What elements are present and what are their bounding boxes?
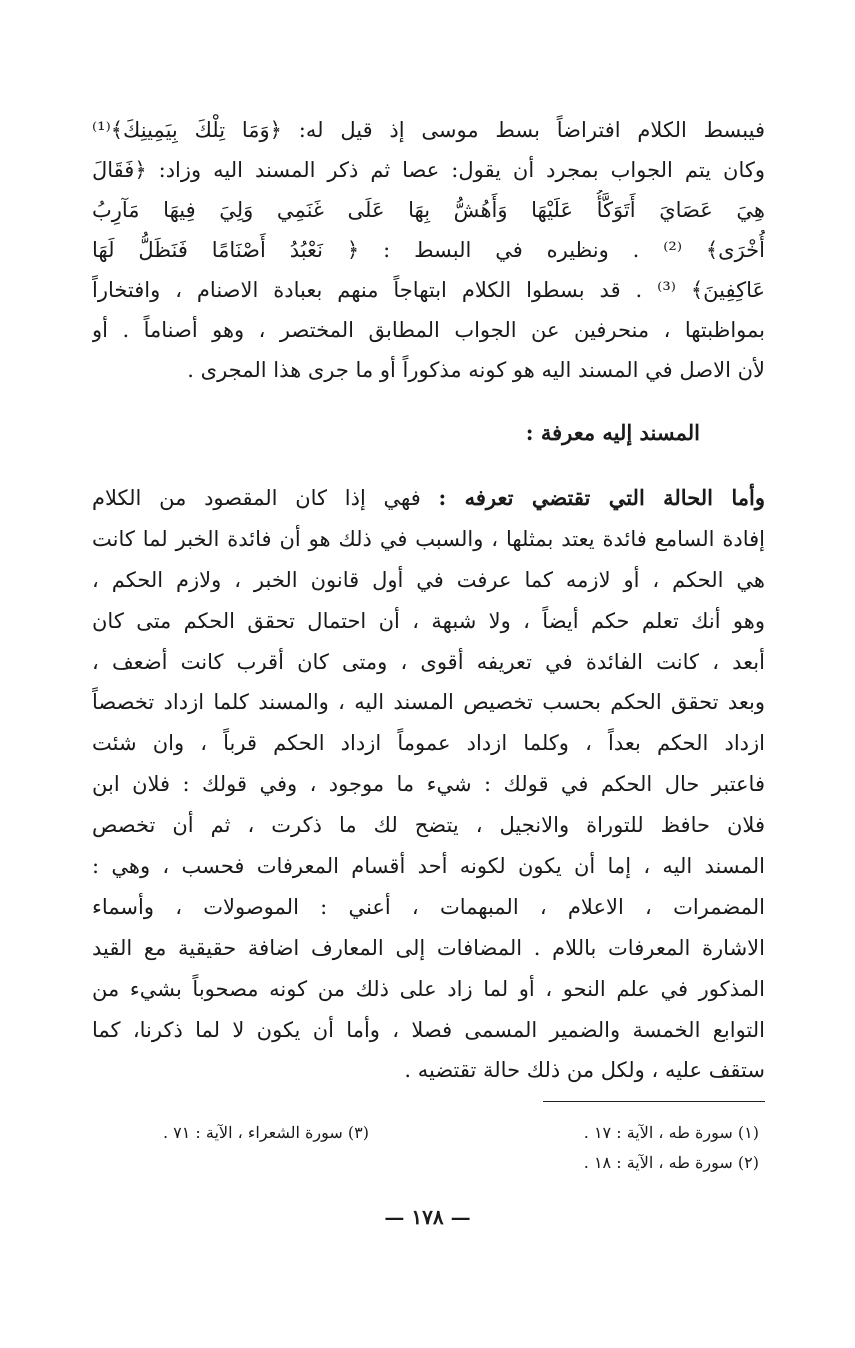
footnote-row xyxy=(90,1148,759,1178)
footnote-1: (١) سورة طه ، الآية : ١٧ . xyxy=(583,1123,759,1142)
text-line: أبعد ، كانت الفائدة في تعريفه أقوى ، ومتى كان أقرب كانت أضعف ، xyxy=(92,649,765,674)
footnote-3: (٣) سورة الشعراء ، الآية : ٧١ . xyxy=(162,1123,369,1142)
text-line-lead xyxy=(92,478,765,519)
text-line: المضمرات ، الاعلام ، المبهمات ، أعني : الموصولات ، وأسماء xyxy=(92,894,765,919)
footnote-row xyxy=(90,1118,759,1148)
text-line: أُخْرَى﴾ ⁽²⁾ . ونظيره في البسط : ﴿ نَعْبُدُ أَصْنَامًا فَنَظَلُّ لَهَا xyxy=(92,238,765,262)
text-line: عَاكِفِينَ﴾ ⁽³⁾ . قد بسطوا الكلام ابتهاجاً منهم بعبادة الاصنام ، وافتخاراً xyxy=(92,278,765,302)
text-line: ستقف عليه ، ولكل من ذلك حالة تقتضيه . xyxy=(404,1058,765,1083)
text-line: ازداد الحكم بعداً ، وكلما ازداد عموماً ازداد الحكم قرباً ، وان شئت xyxy=(92,731,765,756)
paragraph-2 xyxy=(92,478,765,1091)
text-line: المذكور في علم النحو ، أو لما زاد على ذلك من كونه مصحوباً بشيء من xyxy=(92,976,765,1001)
text-line: فاعتبر حال الحكم في قولك : شيء ما موجود ، وفي قولك : فلان ابن xyxy=(92,772,765,797)
page-number: — ١٧٨ — xyxy=(384,1205,471,1229)
footnote-divider xyxy=(543,1101,765,1102)
text-line: هي الحكم ، أو لازمه كما عرفت في أول قانون الخبر ، ولازم الحكم ، xyxy=(92,567,765,592)
paragraph-1 xyxy=(92,110,765,390)
text-line: وهو أنك تعلم حكم أيضاً ، ولا شبهة ، أن احتمال تحقق الحكم متى كان xyxy=(92,608,765,633)
text-line: الاشارة المعرفات باللام . المضافات إلى المعارف اضافة حقيقية مع القيد xyxy=(92,935,765,960)
text-line: وبعد تحقق الحكم بحسب تخصيص المسند اليه ، والمسند كلما ازداد تخصصاً xyxy=(92,690,765,715)
text-line: هِيَ عَصَايَ أَتَوَكَّأُ عَلَيْهَا وَأَهُشُّ بِهَا عَلَى غَنَمِي وَلِيَ فِيهَا مَآرِبُ xyxy=(92,198,765,222)
footnotes xyxy=(90,1118,759,1178)
text-line: إفادة السامع فائدة يعتد بمثلها ، والسبب في ذلك هو أن فائدة الخبر لما كانت xyxy=(92,526,765,551)
paragraph-lead: وأما الحالة التي تقتضي تعرفه : xyxy=(438,485,765,510)
text-line: التوابع الخمسة والضمير المسمى فصلا ، وأما أن يكون لا لما ذكرنا، كما xyxy=(92,1017,765,1042)
text-line: وكان يتم الجواب بمجرد أن يقول: عصا ثم ذكر المسند اليه وزاد: ﴿فَقَالَ xyxy=(92,158,765,182)
text-line: فيبسط الكلام افتراضاً بسط موسى إذ قيل له: ﴿وَمَا تِلْكَ بِيَمِينِكَ﴾⁽¹⁾ xyxy=(92,118,765,142)
footnote-2: (٢) سورة طه ، الآية : ١٨ . xyxy=(583,1153,759,1172)
section-heading: المسند إليه معرفة : xyxy=(525,420,700,445)
text-line: المسند اليه ، إما أن يكون لكونه أحد أقسام المعرفات فحسب ، وهي : xyxy=(92,854,765,879)
text-line: بمواظبتها ، منحرفين عن الجواب المطابق المختصر ، وهو أصناماً . أو xyxy=(92,318,765,342)
text-line-rest: فهي إذا كان المقصود من الكلام xyxy=(92,486,439,510)
text-line: فلان حافظ للتوراة والانجيل ، يتضح لك ما ذكرت ، ثم أن تخصص xyxy=(92,813,765,838)
text-line: لأن الاصل في المسند اليه هو كونه مذكوراً أو ما جرى هذا المجرى . xyxy=(187,358,765,382)
